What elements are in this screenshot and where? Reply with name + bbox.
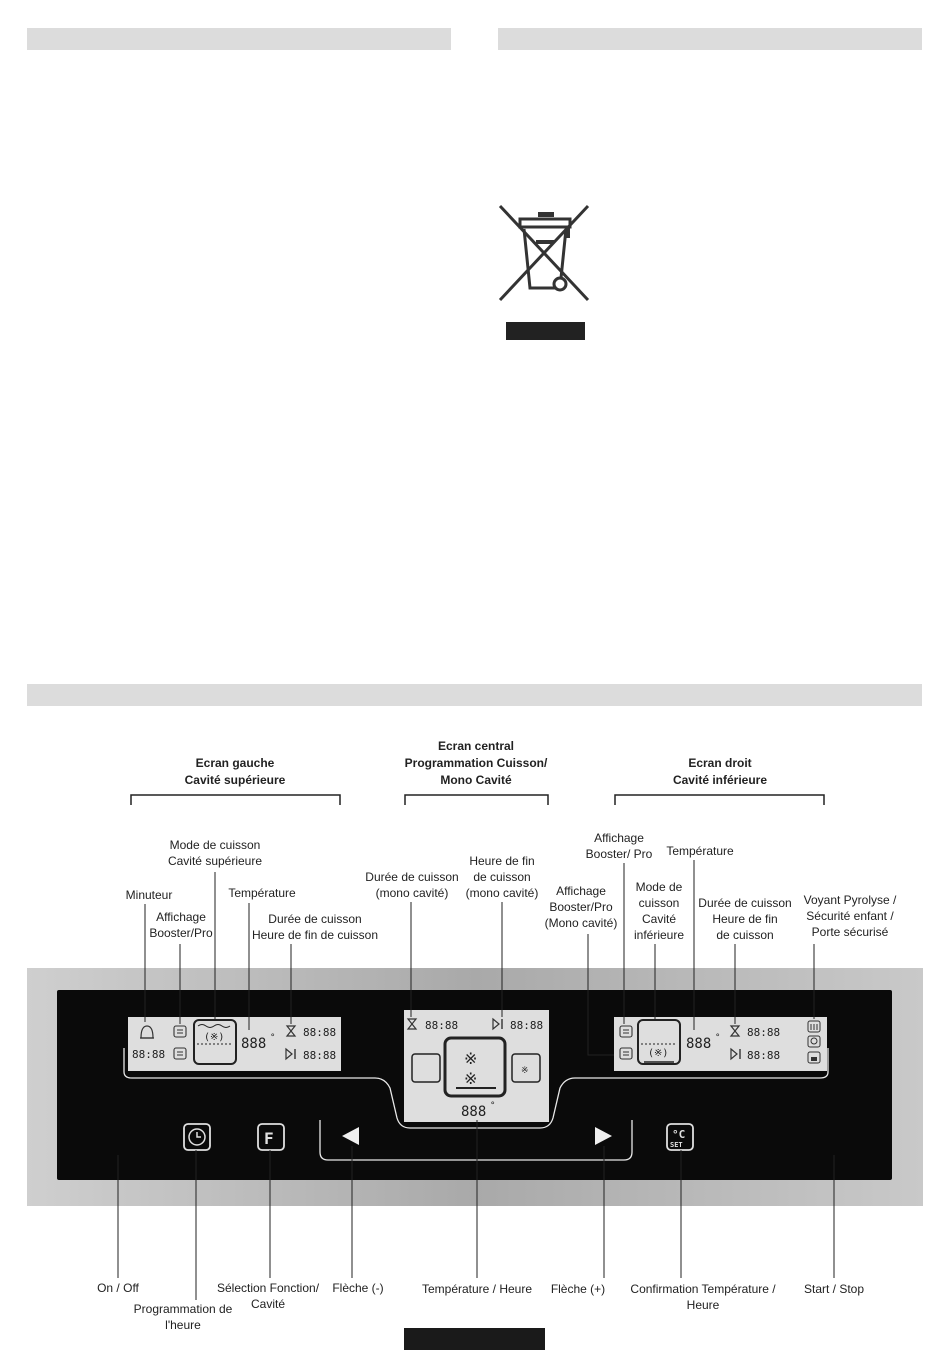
svg-text:(※): (※)	[648, 1048, 669, 1059]
label-selection: Sélection Fonction/ Cavité	[216, 1281, 320, 1311]
svg-text:F: F	[264, 1129, 274, 1148]
label-affichage-left: Affichage Booster/Pro	[149, 910, 213, 940]
lcd-right-temp: 888	[686, 1036, 712, 1052]
label-duree-center: Durée de cuisson (mono cavité)	[365, 870, 459, 900]
label-fleche-plus: Flèche (+)	[550, 1282, 606, 1296]
lcd-left-temp: 888	[241, 1036, 267, 1052]
svg-text:※: ※	[464, 1049, 478, 1068]
header-center: Ecran central Programmation Cuisson/ Mono Cavité	[404, 739, 548, 787]
header-left: Ecran gauche Cavité supérieure	[184, 756, 286, 787]
svg-text:SET: SET	[670, 1141, 683, 1149]
label-fleche-moins: Flèche (-)	[332, 1281, 384, 1295]
lcd-center-temp: 888	[461, 1104, 487, 1120]
svg-text:°: °	[715, 1033, 721, 1043]
label-temp-left: Température	[228, 886, 296, 900]
label-mode-inf: Mode de cuisson Cavité inférieure	[633, 880, 685, 942]
label-startstop: Start / Stop	[803, 1282, 865, 1296]
lcd-left-endtime: 88:88	[303, 1049, 337, 1062]
svg-text:°: °	[490, 1101, 496, 1111]
label-prog-heure: Programmation de l'heure	[133, 1302, 233, 1332]
label-confirmation: Confirmation Température / Heure	[630, 1282, 776, 1312]
bracket-right	[615, 795, 824, 805]
svg-text:※: ※	[464, 1069, 478, 1088]
label-affichage-right: Affichage Booster/ Pro	[585, 831, 653, 861]
lcd-right-endtime: 88:88	[747, 1049, 781, 1062]
bracket-center	[405, 795, 548, 805]
label-voyant: Voyant Pyrolyse / Sécurité enfant / Porte sécurisé	[803, 893, 897, 939]
header-right: Ecran droit Cavité inférieure	[672, 756, 768, 787]
svg-text:°C: °C	[672, 1128, 686, 1141]
label-onoff: On / Off	[97, 1281, 139, 1295]
label-duree-left: Durée de cuisson Heure de fin de cuisson	[251, 912, 379, 942]
lcd-left-duration: 88:88	[303, 1026, 337, 1039]
label-temp-heure: Température / Heure	[421, 1282, 533, 1296]
lcd-center-endtime: 88:88	[510, 1019, 544, 1032]
svg-text:※: ※	[521, 1066, 529, 1076]
label-temp-right: Température	[666, 844, 734, 858]
label-fin-center: Heure de fin de cuisson (mono cavité)	[465, 854, 539, 900]
svg-text:(※): (※)	[204, 1032, 225, 1043]
label-affichage-mono: Affichage Booster/Pro (Mono cavité)	[544, 884, 618, 930]
label-mode-sup: Mode de cuisson Cavité supérieure	[167, 838, 263, 868]
lcd-right-duration: 88:88	[747, 1026, 781, 1039]
lcd-left-timer: 88:88	[132, 1048, 166, 1061]
lcd-center-duration: 88:88	[425, 1019, 459, 1032]
bracket-left	[131, 795, 340, 805]
label-duree-right: Durée de cuisson Heure de fin de cuisson	[698, 896, 792, 942]
label-minuteur: Minuteur	[125, 888, 173, 902]
svg-text:°: °	[270, 1033, 276, 1043]
